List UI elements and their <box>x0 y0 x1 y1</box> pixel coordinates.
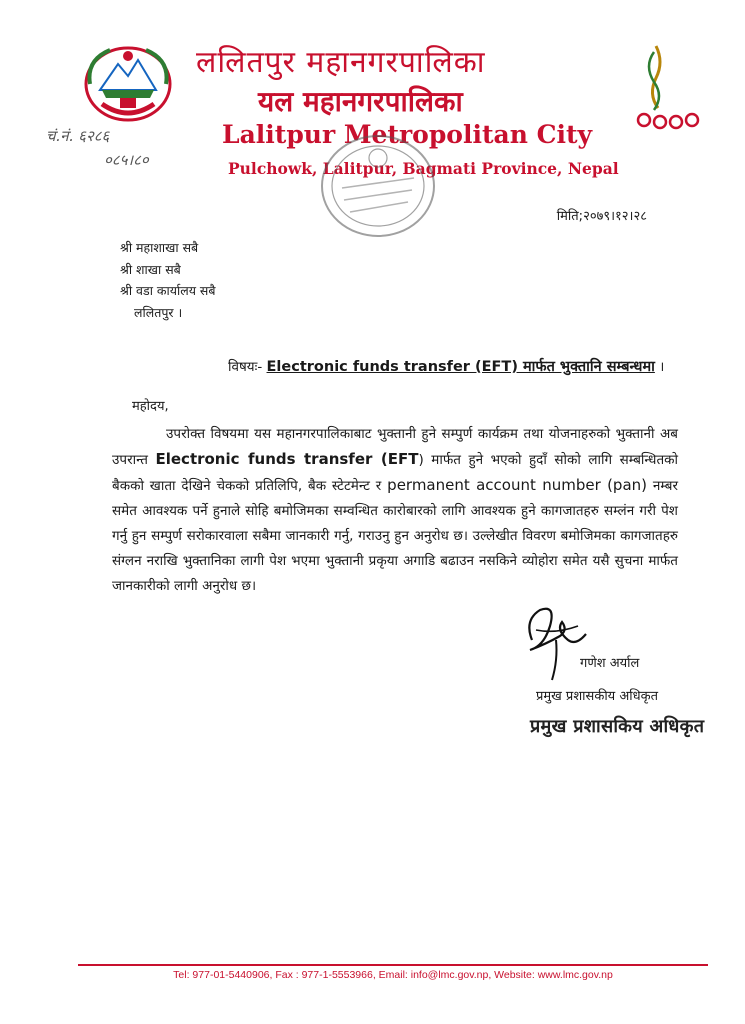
recipient-line: श्री महाशाखा सबै <box>120 240 199 255</box>
letter-body <box>112 422 678 599</box>
title-stamp: प्रमुख प्रशासकिय अधिकृत <box>530 716 705 737</box>
body-eft-term: Electronic funds transfer (EFT <box>155 450 419 468</box>
letter-date: मिति;२०७९।१२।२८ <box>556 209 647 224</box>
org-name-english: Lalitpur Metropolitan City <box>222 120 593 149</box>
body-text-part: ) मार्फत हुने भएको हुदाँ सोको लागि सम्बन्धितको बैकको खाता देखिने चेकको प्रतिलिपि, बैक स्टेटमेन्ट र <box>112 452 679 494</box>
handwritten-reference-code: ०८५।८० <box>104 151 149 169</box>
footer-contact: Tel: 977-01-5440906, Fax : 977-1-5553966, Email: info@lmc.gov.np, Website: www.lmc.gov.np <box>173 969 613 981</box>
subject-label: विषयः- <box>228 359 263 375</box>
subject-text: Electronic funds transfer (EFT) मार्फत भुक्तानि सम्बन्धमा <box>266 359 655 375</box>
subject-line <box>228 356 664 376</box>
body-text-part: नम्बर समेत आवश्यक पर्ने हुनाले सोहि बमोजिमका सम्वन्धित कारोबारको लागि आवश्यक हुने कागजातहरु सम्लंन गरी पेश गर्नु हुन सम्पुर्ण सरोकारवाला सबैमा जानकारी गर्नु, गराउनु हुन अनुरोध छ। उल्लेखीत विवरण बमोजिमका कागजातहरु संग्लन नराखि भुक्तानिका लागी पेश भएमा भुक्तानी प्रकृया अगाडि बढाउन नसकिने व्योहोरा समेत यसै सुचना मार्फत जानकारीको लागी अनुरोध छ। <box>112 478 678 594</box>
nepal-emblem-icon <box>80 40 176 124</box>
org-address: Pulchowk, Lalitpur, Bagmati Province, Nepal <box>228 159 619 178</box>
subject-end: । <box>659 359 665 375</box>
recipient-line: श्री वडा कार्यालय सबै <box>120 283 216 298</box>
recipient-list <box>120 237 216 323</box>
handwritten-reference-number: चं.नं. ६२८६ <box>46 127 110 145</box>
org-name-nepali: ललितपुर महानगरपालिका <box>196 45 486 80</box>
org-name-newari: यल महानगरपालिका <box>258 85 463 118</box>
office-stamp-icon <box>316 130 440 242</box>
footer-divider <box>78 964 708 966</box>
salutation: महोदय, <box>132 399 169 414</box>
signer-name: गणेश अर्याल <box>580 656 640 671</box>
body-text-part: उपरोक्त विषयमा यस महानगरपालिकाबाट भुक्तानी हुने सम्पुर्ण कार्यक्रम तथा योजनाहरुको भुक्तानी अब उपरान्त <box>112 426 678 468</box>
body-pan-term: permanent account number (pan) <box>387 476 648 494</box>
body-paragraph <box>112 422 678 599</box>
city-logo-icon <box>634 42 702 130</box>
signer-title: प्रमुख प्रशासकीय अधिकृत <box>536 689 659 704</box>
recipient-line: श्री शाखा सबै <box>120 261 181 277</box>
recipient-location: ललितपुर । <box>134 304 183 320</box>
